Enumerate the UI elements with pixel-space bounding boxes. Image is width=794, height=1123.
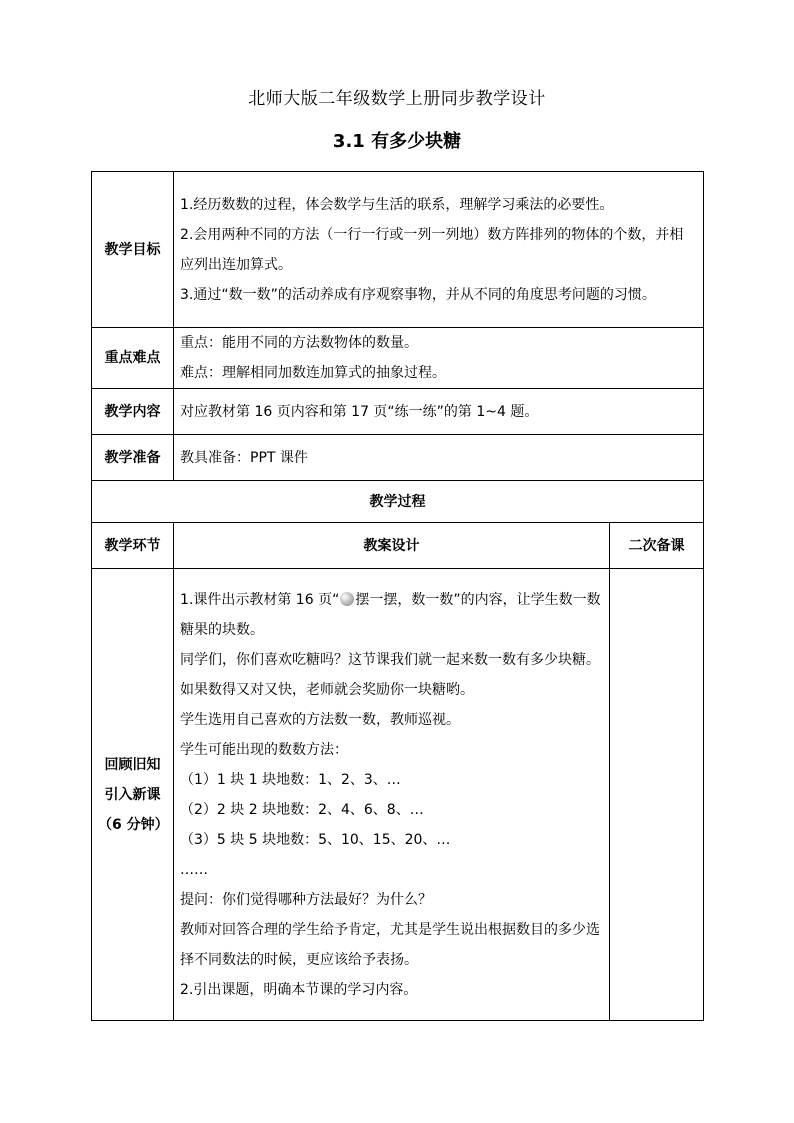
stage1-design xyxy=(174,569,610,1021)
process-header: 教学过程 xyxy=(92,481,704,523)
stage1-notes xyxy=(610,569,704,1021)
objective-item: 1.经历数数的过程，体会数学与生活的联系，理解学习乘法的必要性。 xyxy=(180,196,614,213)
design-paragraph: （1）1 块 1 块地数：1、2、3、… xyxy=(180,771,401,788)
design-paragraph: 学生选用自己喜欢的方法数一数，教师巡视。 xyxy=(180,711,460,728)
key-points-row xyxy=(92,328,704,389)
design-paragraph xyxy=(180,585,603,645)
design-paragraph: 学生可能出现的数数方法： xyxy=(180,741,348,758)
objectives-row xyxy=(92,172,704,328)
design-paragraph: 教师对回答合理的学生给予肯定，尤其是学生说出根据数目的多少选择不同数法的时候，更应该给予表扬。 xyxy=(180,921,600,968)
design-paragraph: …… xyxy=(180,861,208,878)
lesson-plan-table xyxy=(91,171,704,1021)
design-paragraph: 同学们，你们喜欢吃糖吗？这节课我们就一起来数一数有多少块糖。如果数得又对又快，老师就会奖励你一块糖哟。 xyxy=(180,651,600,698)
design-text-part: 摆一摆，数一数”的内容，让学生数一数糖果的块数。 xyxy=(180,591,601,638)
objective-item: 3.通过“数一数”的活动养成有序观察事物，并从不同的角度思考问题的习惯。 xyxy=(180,286,656,303)
document-title: 北师大版二年级数学上册同步教学设计 xyxy=(248,89,546,109)
process-header-row xyxy=(92,481,704,523)
objectives-label: 教学目标 xyxy=(92,172,174,328)
content-label: 教学内容 xyxy=(92,389,174,435)
key-point-item: 重点：能用不同的方法数物体的数量。 xyxy=(180,335,418,351)
document-subtitle: 3.1 有多少块糖 xyxy=(332,131,462,152)
content-row xyxy=(92,389,704,435)
preparation-text: 教具准备：PPT 课件 xyxy=(174,435,704,481)
stage1-label xyxy=(92,569,174,1021)
key-points-label: 重点难点 xyxy=(92,328,174,389)
column-header-row xyxy=(92,523,704,569)
preparation-label: 教学准备 xyxy=(92,435,174,481)
stage1-label-line: 引入新课 xyxy=(104,786,161,803)
design-paragraph: （3）5 块 5 块地数：5、10、15、20、… xyxy=(180,831,451,848)
key-point-item: 难点：理解相同加数连加算式的抽象过程。 xyxy=(180,365,446,381)
sphere-icon xyxy=(340,592,354,606)
stage1-label-line: 回顾旧知 xyxy=(104,756,161,773)
stage1-row xyxy=(92,569,704,1021)
notes-column-header: 二次备课 xyxy=(610,523,704,569)
preparation-row xyxy=(92,435,704,481)
key-points-content xyxy=(174,328,704,389)
stage-column-header: 教学环节 xyxy=(92,523,174,569)
design-column-header: 教案设计 xyxy=(174,523,610,569)
design-paragraph: 2.引出课题，明确本节课的学习内容。 xyxy=(180,981,418,998)
objective-item: 2.会用两种不同的方法（一行一行或一列一列地）数方阵排列的物体的个数，并相应列出连加算式。 xyxy=(180,226,684,273)
objectives-content xyxy=(174,172,704,328)
content-text: 对应教材第 16 页内容和第 17 页“练一练”的第 1~4 题。 xyxy=(174,389,704,435)
design-text-part: 1.课件出示教材第 16 页“ xyxy=(180,591,340,608)
stage1-label-line: （6 分钟） xyxy=(98,816,169,833)
design-paragraph: （2）2 块 2 块地数：2、4、6、8、… xyxy=(180,801,424,818)
design-paragraph: 提问：你们觉得哪种方法最好？为什么？ xyxy=(180,891,432,908)
